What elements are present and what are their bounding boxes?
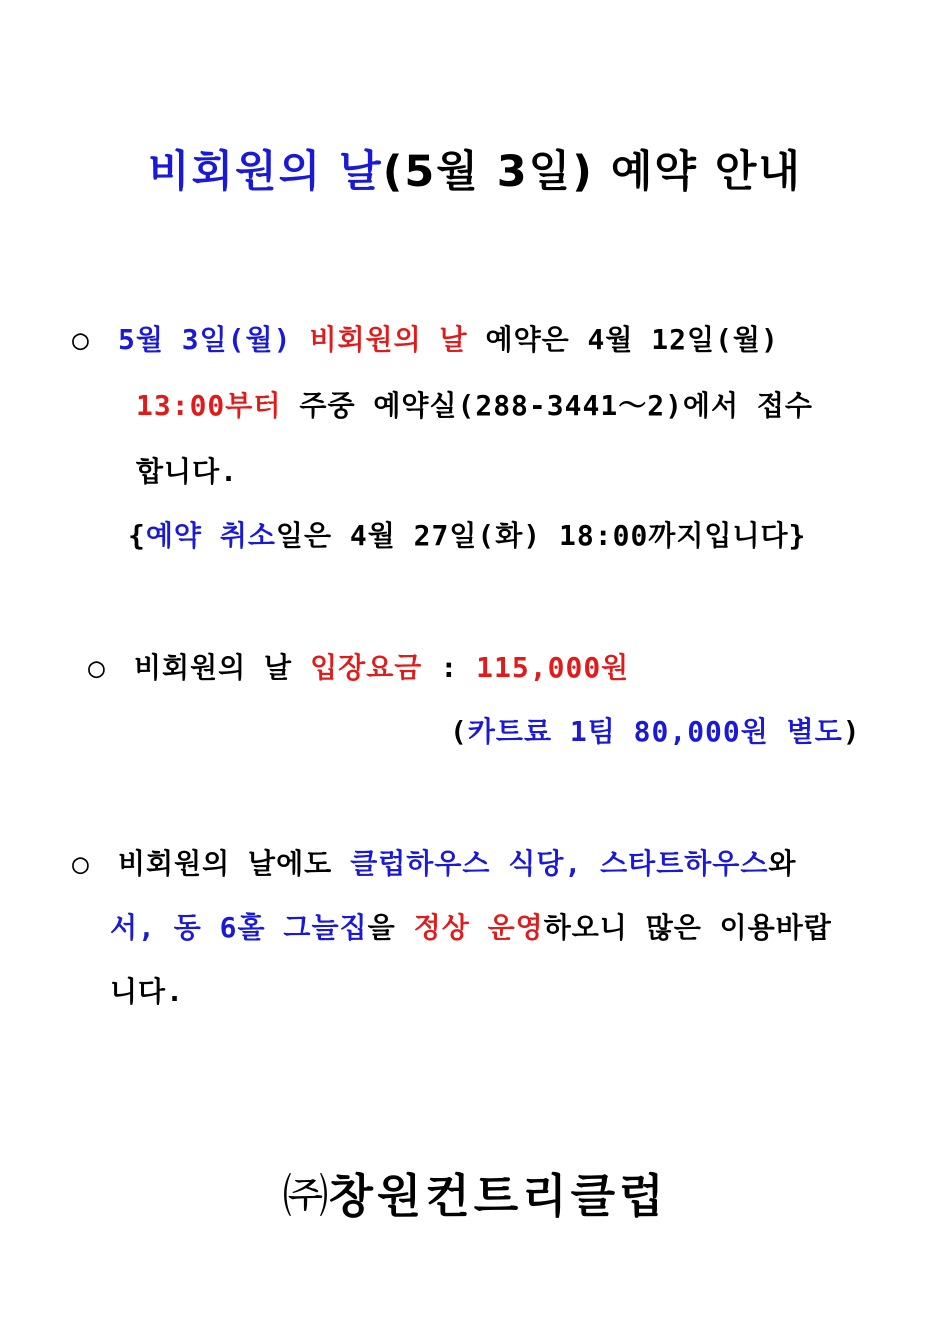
cancel-label: 예약 취소 (145, 519, 276, 552)
section2-line1 (88, 646, 629, 686)
section3-line2 (110, 906, 832, 946)
company-name: 창원컨트리클럽 (328, 1169, 668, 1223)
fee-amount: 115,000원 (476, 651, 630, 684)
cancel-notice (128, 514, 806, 554)
page-title (0, 138, 950, 199)
bullet-icon: ○ (72, 847, 90, 880)
facilities-rest: 하오니 많은 이용바랍 (543, 911, 832, 944)
corporation-mark-icon: ㈜ (282, 1169, 329, 1223)
facilities-list-2: 서, 동 6홀 그늘집 (110, 911, 368, 944)
reservation-office-text: 주중 예약실(288-3441～2)에서 접수 (299, 389, 813, 422)
cancel-brace-open: { (128, 519, 146, 552)
company-signature (0, 1160, 950, 1226)
facilities-prefix: 비회원의 날에도 (118, 847, 333, 880)
cart-fee: 카트료 1팀 80,000원 별도 (467, 715, 843, 748)
section1-line2 (136, 384, 813, 424)
section1-ending: 합니다. (136, 455, 239, 488)
reservation-start-time: 13:00부터 (136, 389, 282, 422)
fee-prefix: 비회원의 날 (134, 651, 293, 684)
facilities-eul: 을 (367, 911, 396, 944)
bullet-icon: ○ (72, 323, 90, 356)
reservation-start-text: 예약은 4월 12일(월) (485, 323, 779, 356)
normal-operation: 정상 운영 (413, 911, 544, 944)
section1-line1 (72, 318, 779, 358)
facilities-wa: 와 (768, 847, 797, 880)
section3-line1 (72, 842, 796, 882)
event-date: 5월 3일(월) (118, 323, 292, 356)
cart-fee-note (450, 710, 861, 750)
section1-line3 (136, 450, 238, 490)
section3-ending: 니다. (110, 975, 184, 1008)
bullet-icon: ○ (88, 651, 106, 684)
facilities-list-1: 클럽하우스 식당, 스타트하우스 (350, 847, 769, 880)
fee-colon: : (440, 651, 459, 684)
title-rest: (5월 3일) 예약 안내 (382, 147, 802, 197)
cart-paren-close: ) (842, 715, 861, 748)
fee-label: 입장요금 (310, 651, 423, 684)
event-name: 비회원의 날 (309, 323, 468, 356)
title-highlight: 비회원의 날 (148, 147, 383, 197)
cancel-deadline: 일은 4월 27일(화) 18:00까지입니다} (275, 519, 807, 552)
cart-paren-open: ( (450, 715, 468, 748)
section3-line3 (110, 970, 184, 1010)
